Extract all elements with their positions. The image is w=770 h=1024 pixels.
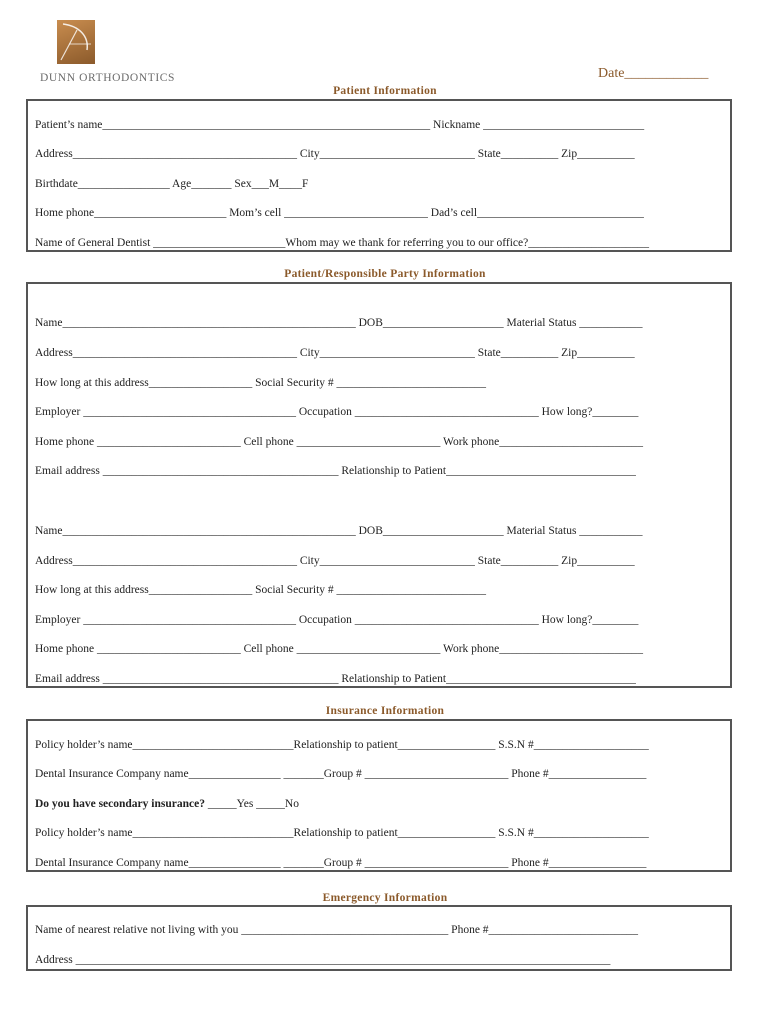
responsible-2-name-row[interactable]: Name___________________________________________________ DOB_____________________ Material Status ___________ (35, 525, 643, 537)
policy-holder-1-row[interactable]: Policy holder’s name____________________________Relationship to patient_________________ S.S.N #____________________ (35, 739, 649, 751)
secondary-insurance-question: Do you have secondary insurance? (35, 798, 205, 810)
patient-info-box (26, 99, 732, 252)
secondary-insurance-answer[interactable]: _____Yes _____No (204, 798, 299, 810)
section-title-insurance: Insurance Information (325, 705, 445, 717)
nearest-relative-row[interactable]: Name of nearest relative not living with you ____________________________________ Phone #__________________________ (35, 924, 639, 936)
dental-insurance-1-row[interactable]: Dental Insurance Company name________________ _______Group # _________________________ Phone #_________________ (35, 768, 647, 780)
responsible-party-box (26, 282, 732, 688)
responsible-1-name-row[interactable]: Name___________________________________________________ DOB_____________________ Material Status ___________ (35, 317, 643, 329)
responsible-1-phone-row[interactable]: Home phone _________________________ Cell phone _________________________ Work phone_________________________ (35, 436, 644, 448)
dental-insurance-2-row[interactable]: Dental Insurance Company name________________ _______Group # _________________________ Phone #_________________ (35, 857, 647, 869)
section-title-responsible: Patient/Responsible Party Information (284, 268, 486, 280)
secondary-insurance-row[interactable] (35, 798, 299, 810)
responsible-1-address-row[interactable]: Address_______________________________________ City___________________________ State__________ Zip__________ (35, 347, 635, 359)
policy-holder-2-row[interactable]: Policy holder’s name____________________________Relationship to patient_________________ S.S.N #____________________ (35, 827, 649, 839)
emergency-info-box (26, 905, 732, 971)
section-title-emergency: Emergency Information (322, 892, 448, 904)
patient-birthdate-row[interactable]: Birthdate________________ Age_______ Sex___M____F (35, 178, 309, 190)
responsible-2-phone-row[interactable]: Home phone _________________________ Cell phone _________________________ Work phone_________________________ (35, 643, 644, 655)
logo-text: DUNN ORTHODONTICS (40, 72, 176, 84)
insurance-info-box (26, 719, 732, 872)
patient-name-row[interactable]: Patient’s name_________________________________________________________ Nickname ____________________________ (35, 119, 645, 131)
responsible-1-email-row[interactable]: Email address _________________________________________ Relationship to Patient_________________________________ (35, 465, 636, 477)
responsible-2-employer-row[interactable]: Employer _____________________________________ Occupation ________________________________ How long?________ (35, 614, 639, 626)
responsible-1-employer-row[interactable]: Employer _____________________________________ Occupation ________________________________ How long?________ (35, 406, 639, 418)
section-title-patient: Patient Information (333, 85, 437, 97)
responsible-2-email-row[interactable]: Email address _________________________________________ Relationship to Patient_________________________________ (35, 673, 636, 685)
responsible-2-tenure-row[interactable]: How long at this address__________________ Social Security # __________________________ (35, 584, 487, 596)
patient-phone-row[interactable]: Home phone_______________________ Mom’s cell _________________________ Dad’s cell_____________________________ (35, 207, 644, 219)
date-field[interactable]: Date____________ (598, 66, 709, 81)
responsible-1-tenure-row[interactable]: How long at this address__________________ Social Security # __________________________ (35, 377, 487, 389)
responsible-2-address-row[interactable]: Address_______________________________________ City___________________________ State__________ Zip__________ (35, 555, 635, 567)
logo-mark-icon (57, 20, 95, 64)
emergency-address-row[interactable]: Address _____________________________________________________________________________________________ (35, 954, 611, 966)
patient-address-row[interactable]: Address_______________________________________ City___________________________ State__________ Zip__________ (35, 148, 635, 160)
patient-dentist-row[interactable]: Name of General Dentist _______________________Whom may we thank for referring you to our office?_____________________ (35, 237, 649, 249)
